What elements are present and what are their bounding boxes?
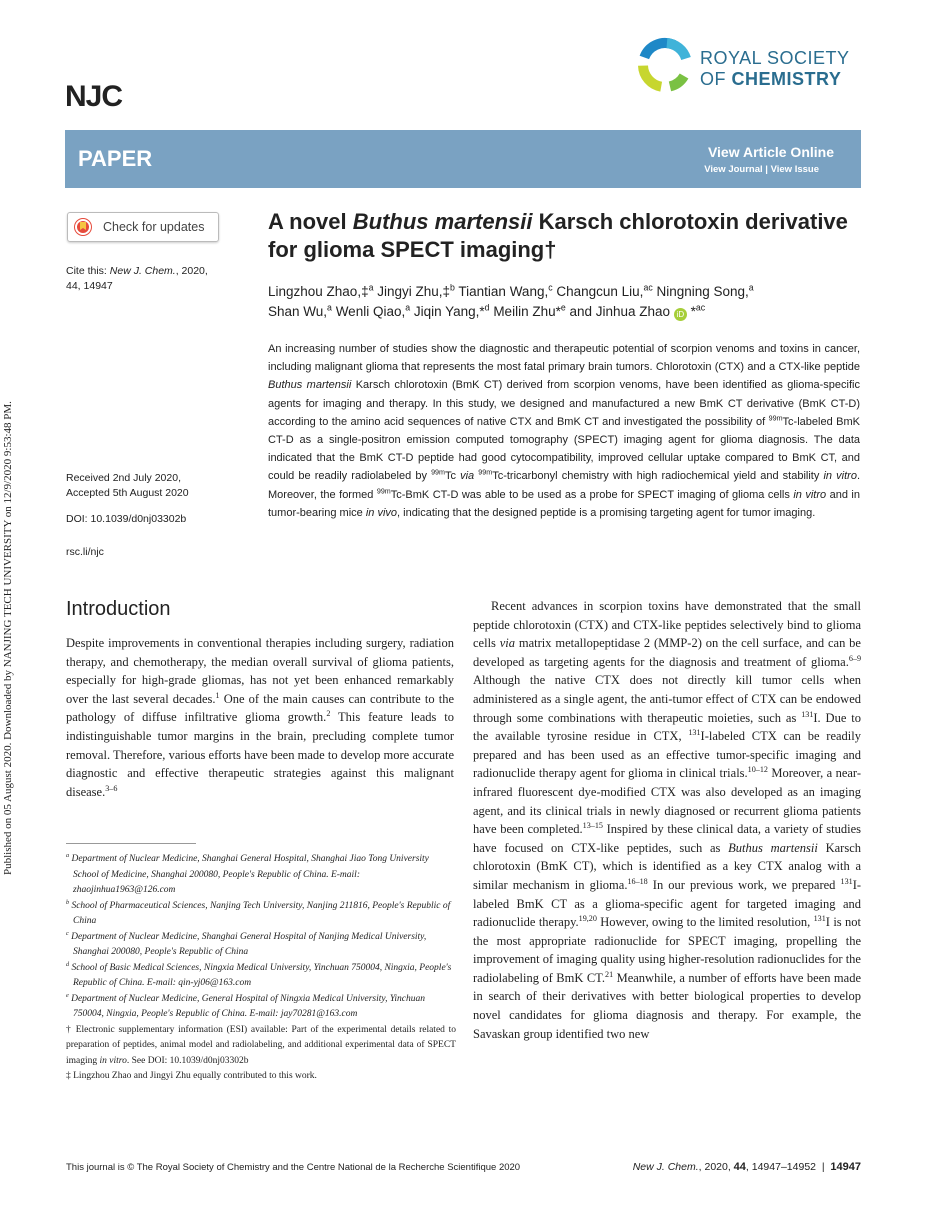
orcid-icon[interactable]: iD: [674, 308, 687, 321]
dates: [66, 471, 189, 501]
download-watermark-text: Published on 05 August 2020. Downloaded by NANJING TECH UNIVERSITY on 12/9/2020 9:53:48 PM.: [2, 401, 14, 875]
check-for-updates-button[interactable]: [67, 212, 219, 242]
publisher-name-line1: ROYAL SOCIETY: [700, 48, 850, 68]
paper-banner: [65, 130, 861, 188]
footnotes: [66, 852, 456, 1085]
affiliation-footnote: $^d$ School of Basic Medical Sciences, Ningxia Medical University, Yinchuan 750004, Ningxia, People's Republic of China. E-mail: qin-yj06@163.com: [66, 961, 452, 988]
section-heading-introduction: Introduction: [66, 598, 171, 620]
body-column-left: Despite improvements in conventional therapies including surgery, radiation therapy, and chemotherapy, the median overall survival of glioma patients, especially for high-grade gliomas, has not yet been enhanced remarkably over the last several decades.$^1$ One of the main causes can contribute to the pathology of diffuse infiltrative glioma growth.$^2$ This feature leads to indistinguishable tumor margins in the brain, precluding complete tumor removal. Therefore, various efforts have been made to develop more accurate diagnostic and effective therapeutic strategies against this malignant disease.$^{3-6}$: [66, 636, 454, 799]
publisher-name-line2: OF CHEMISTRY: [700, 69, 842, 89]
affiliation-footnote: $^c$ Department of Nuclear Medicine, Shanghai General Hospital of Nanjing Medical University, Shanghai 200080, People's Republic of China: [66, 930, 427, 957]
esi-footnote: † Electronic supplementary information (ESI) available: Part of the experimental details related to preparation of peptides, animal model and radiolabeling, and additional experimental data of SPECT imaging in vitro. See DOI: 10.1039/d0nj03302b: [66, 1024, 456, 1066]
page-reference: New J. Chem., 2020, 44, 14947–14952 | 14947: [632, 1161, 861, 1173]
view-article-online-link[interactable]: View Article Online: [707, 144, 834, 160]
journal-url-link[interactable]: rsc.li/njc: [66, 546, 104, 558]
affiliation-footnote: $^e$ Department of Nuclear Medicine, General Hospital of Ningxia Medical University, Yinchuan 750004, Ningxia, People's Republic of China. E-mail: jay70281@163.com: [66, 992, 426, 1019]
affiliation-footnote: $^a$ Department of Nuclear Medicine, Shanghai General Hospital, Shanghai Jiao Tong University School of Medicine, Shanghai 200080, People's Republic of China. E-mail: zhaojinhua1963@126.com: [66, 852, 429, 895]
doi: DOI: 10.1039/d0nj03302b: [66, 513, 187, 525]
equal-contribution-footnote: ‡ Lingzhou Zhao and Jingyi Zhu equally contributed to this work.: [66, 1071, 317, 1081]
article-title: A novel Buthus martensii Karsch chlorotoxin derivative for glioma SPECT imaging†: [268, 209, 848, 262]
footnote-rule: [66, 843, 196, 844]
cite-journal: New J. Chem.: [109, 265, 176, 277]
check-updates-label: Check for updates: [103, 220, 205, 234]
journal-name: NJC: [65, 80, 123, 113]
received-date: Received 2nd July 2020,: [66, 472, 181, 484]
check-updates-icon: [74, 218, 92, 236]
view-journal-link[interactable]: View Journal: [704, 164, 763, 175]
download-watermark: [0, 0, 18, 1212]
abstract: An increasing number of studies show the diagnostic and therapeutic potential of scorpion venoms and toxins in cancer, including malignant glioma that represents the most fatal primary brain tumors. Chlorotoxin (CTX) and a CTX-like peptide Buthus martensii Karsch chlorotoxin (BmK CT) derived from scorpion venoms, have been identified as glioma-specific agents for imaging and therapy. In this study, we designed and manufactured a new BmK CT derivative (BmK CT-D) according to the amino acid sequences of native CTX and BmK CT and investigated the possibility of $^{99m}$Tc-labeled BmK CT-D as a single-positron emission computed tomography (SPECT) imaging agent for glioma diagnosis. The data indicated that the BmK CT-D peptide had good cytocompatibility, improved cellular uptake compared to BmK CT, and could be readily radiolabeled by $^{99m}$Tc via $^{99m}$Tc-tricarbonyl chemistry with high radiochemical yield and stability in vitro. Moreover, the formed $^{99m}$Tc-BmK CT-D was able to be used as a probe for SPECT imaging of glioma cells in vitro and in tumor-bearing mice in vivo, indicating that the designed peptide is a promising targeting agent for tumor imaging.: [268, 343, 861, 519]
affiliation-footnote: $^b$ School of Pharmaceutical Sciences, Nanjing Tech University, Nanjing 211816, People's Republic of China: [66, 899, 451, 926]
link-separator: |: [762, 164, 771, 175]
cite-volume-page: 44, 14947: [66, 280, 113, 292]
authors-line1: Lingzhou Zhao,‡$^a$ Jingyi Zhu,‡$^b$ Tiantian Wang,$^c$ Changcun Liu,$^{ac}$ Ningning Song,$^a$: [268, 282, 754, 299]
publisher-ring-icon: [636, 36, 694, 94]
body-column-right: Recent advances in scorpion toxins have demonstrated that the small peptide chlorotoxin (CTX) and CTX-like peptides selectively bind to glioma cells via matrix metallopeptidase 2 (MMP-2) on the cell surface, and can be developed as targeting agents for the diagnosis and treatment of glioma.$^{6-9}$ Although the native CTX does not directly kill tumor cells when administered as a single agent, the anti-tumor effect of CTX can be endowed through some combinations with therapeutic moieties, such as $^{131}$I. Due to the available tyrosine residue in CTX, $^{131}$I-labeled CTX can be readily prepared and has been used as an effective tumor-specific imaging and radionuclide therapy agent for glioma in clinical trials.$^{10-12}$ Moreover, a near-infrared fluorescent dye-modified CTX was also developed as an imaging agent, and its clinical trials in newly diagnosed or recurrent glioma patients have been completed.$^{13-15}$ Inspired by these clinical data, a variety of studies have focused on CTX-like peptides, such as Buthus martensii Karsch chlorotoxin (BmK CT), which is identified as a key CTX analog with a similar mechanism in glioma.$^{16-18}$ In our previous work, we prepared $^{131}$I-labeled BmK CT as a glioma-specific agent for targeted imaging and radionuclide therapy.$^{19,20}$ However, owing to the limited resolution, $^{131}$I is not the most appropriate radionuclide for SPECT imaging, propelling the improvement of imaging quality using higher-resolution radionuclides for the radiolabeling of BmK CT.$^{21}$ Meanwhile, a number of efforts have been made in search of their derivatives with better biological properties to develop novel candidates for glioma diagnosis and therapy. For example, the Savaskan group identified two new: [473, 599, 862, 1041]
accepted-date: Accepted 5th August 2020: [66, 487, 189, 499]
authors-line2: Shan Wu,$^a$ Wenli Qiao,$^a$ Jiqin Yang,*$^d$ Meilin Zhu*$^e$ and Jinhua Zhao: [268, 302, 674, 319]
page-number: 14947: [830, 1161, 861, 1173]
view-links: [704, 164, 819, 175]
citation: Cite this: New J. Chem., 2020, 44, 14947: [66, 265, 208, 292]
author-list: Lingzhou Zhao,‡$^a$ Jingyi Zhu,‡$^b$ Tiantian Wang,$^c$ Changcun Liu,$^{ac}$ Ningning Song,$^a$ Shan Wu,$^a$ Wenli Qiao,$^a$ Jiqin Yang,*$^d$ Meilin Zhu*$^e$ and Jinhua Zhao iD *$^{ac}$: [268, 282, 754, 319]
copyright-line: This journal is © The Royal Society of Chemistry and the Centre National de la Recherche Scientifique 2020: [66, 1162, 521, 1173]
publisher-logo[interactable]: [636, 36, 866, 96]
article-type: PAPER: [78, 146, 153, 171]
view-issue-link[interactable]: View Issue: [770, 164, 819, 175]
